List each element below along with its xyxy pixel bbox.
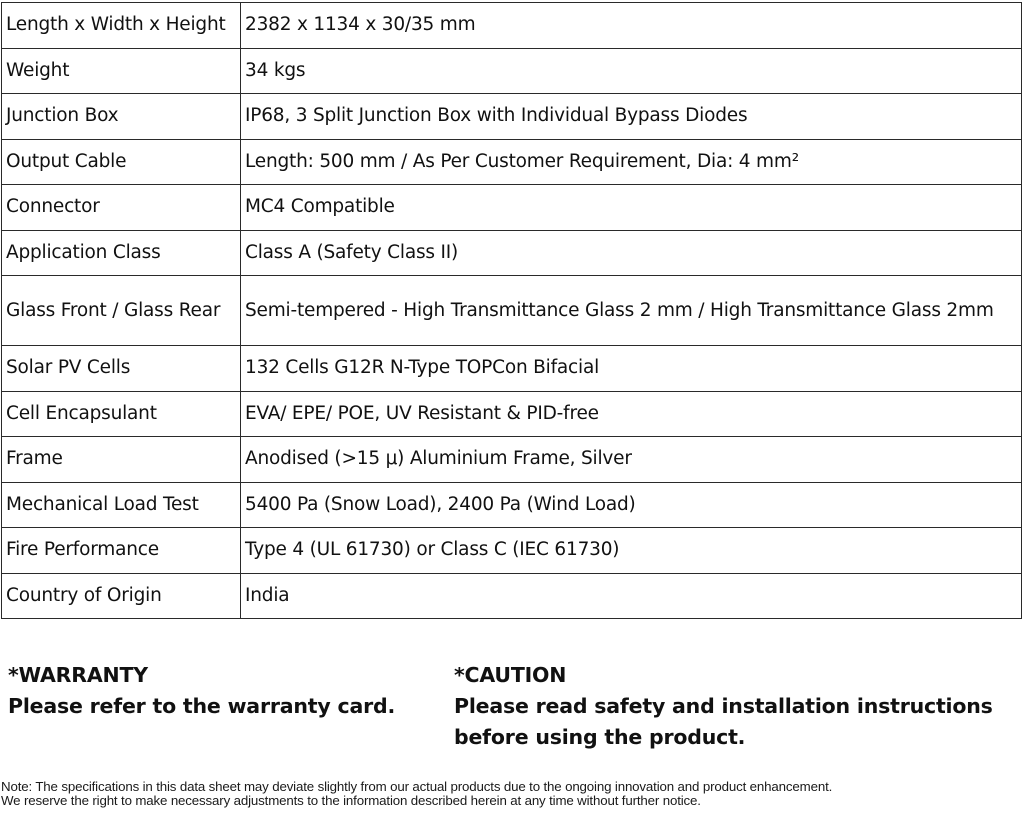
caution-text-line-2: before using the product.	[454, 725, 746, 749]
table-row	[2, 391, 1022, 437]
spec-value: EVA/ EPE/ POE, UV Resistant & PID-free	[241, 391, 1022, 437]
table-row	[2, 528, 1022, 574]
spec-value: Length: 500 mm / As Per Customer Requirement, Dia: 4 mm²	[241, 139, 1022, 185]
note-line-2: We reserve the right to make necessary adjustments to the information described herein at any time without further notice.	[1, 793, 701, 808]
specifications-table	[1, 2, 1022, 619]
spec-label: Output Cable	[2, 139, 241, 185]
table-row	[2, 3, 1022, 49]
spec-value: Class A (Safety Class II)	[241, 230, 1022, 276]
spec-label: Country of Origin	[2, 573, 241, 619]
table-row	[2, 230, 1022, 276]
table-row	[2, 482, 1022, 528]
spec-label: Mechanical Load Test	[2, 482, 241, 528]
spec-label: Length x Width x Height	[2, 3, 241, 49]
warranty-section	[8, 660, 395, 722]
spec-label: Frame	[2, 437, 241, 483]
spec-value: 34 kgs	[241, 48, 1022, 94]
spec-value: MC4 Compatible	[241, 185, 1022, 231]
spec-label: Application Class	[2, 230, 241, 276]
spec-value: 5400 Pa (Snow Load), 2400 Pa (Wind Load)	[241, 482, 1022, 528]
spec-value: Semi-tempered - High Transmittance Glass 2 mm / High Transmittance Glass 2mm	[241, 276, 1022, 346]
caution-heading: *CAUTION	[454, 663, 567, 687]
spec-label: Solar PV Cells	[2, 346, 241, 392]
spec-value: Anodised (>15 μ) Aluminium Frame, Silver	[241, 437, 1022, 483]
table-row	[2, 437, 1022, 483]
caution-text-line-1: Please read safety and installation instructions	[454, 694, 993, 718]
table-row	[2, 573, 1022, 619]
table-row	[2, 48, 1022, 94]
table-row	[2, 139, 1022, 185]
caution-section	[454, 660, 1014, 753]
spec-value: 2382 x 1134 x 30/35 mm	[241, 3, 1022, 49]
disclaimer-note	[1, 780, 1023, 808]
table-row	[2, 94, 1022, 140]
spec-label: Junction Box	[2, 94, 241, 140]
table-row	[2, 276, 1022, 346]
spec-label: Cell Encapsulant	[2, 391, 241, 437]
spec-value: IP68, 3 Split Junction Box with Individual Bypass Diodes	[241, 94, 1022, 140]
table-row	[2, 346, 1022, 392]
spec-label: Fire Performance	[2, 528, 241, 574]
spec-value: India	[241, 573, 1022, 619]
warranty-heading: *WARRANTY	[8, 663, 148, 687]
spec-value: 132 Cells G12R N-Type TOPCon Bifacial	[241, 346, 1022, 392]
spec-label: Weight	[2, 48, 241, 94]
spec-value: Type 4 (UL 61730) or Class C (IEC 61730)	[241, 528, 1022, 574]
spec-label: Connector	[2, 185, 241, 231]
table-row	[2, 185, 1022, 231]
warranty-text: Please refer to the warranty card.	[8, 694, 396, 718]
note-line-1: Note: The specifications in this data sheet may deviate slightly from our actual products due to the ongoing innovation and product enhancement.	[1, 779, 833, 794]
spec-label: Glass Front / Glass Rear	[2, 276, 241, 346]
